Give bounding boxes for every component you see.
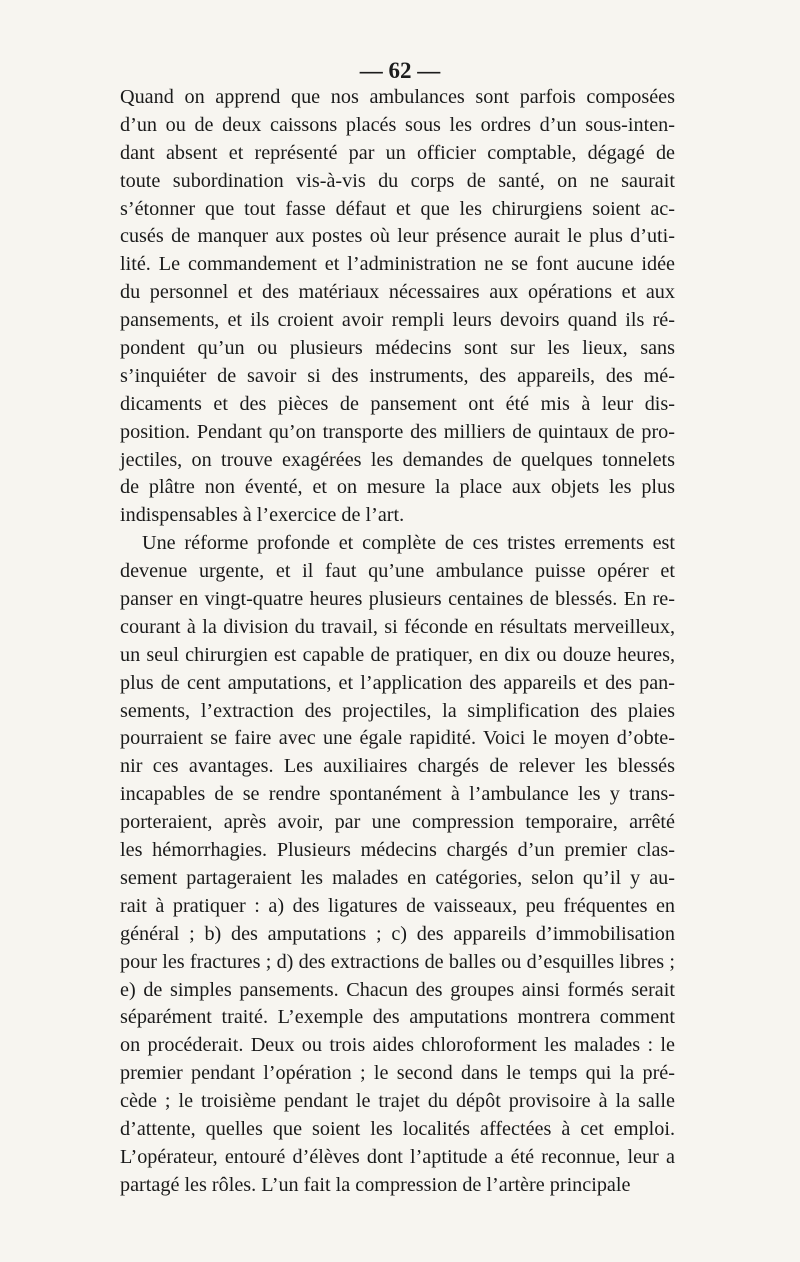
text-line: les hémorrhagies. Plusieurs médecins chargés d’un premier clas- [120,839,675,862]
text-line: sements, l’extraction des projectiles, la simplification des plaies [120,699,675,722]
text-line: cède ; le troisième pendant le trajet du dépôt provisoire à la salle [120,1090,675,1113]
text-line: séparément traité. L’exemple des amputations montrera comment [120,1006,675,1029]
text-line: général ; b) des amputations ; c) des appareils d’immobilisation [120,922,675,945]
text-line: courant à la division du travail, si féconde en résultats merveilleux, [120,615,675,638]
text-line: jectiles, on trouve exagérées les demandes de quelques tonnelets [120,448,675,471]
text-line: de plâtre non éventé, et on mesure la place aux objets les plus [120,476,675,499]
text-line: toute subordination vis-à-vis du corps de santé, on ne saurait [120,169,675,192]
text-line: pondent qu’un ou plusieurs médecins sont sur les lieux, sans [120,337,675,360]
text-line: pour les fractures ; d) des extractions de balles ou d’esquilles libres ; [120,950,675,973]
text-line: d’attente, quelles que soient les localités affectées à cet emploi. [120,1117,675,1140]
text-line: rait à pratiquer : a) des ligatures de vaisseaux, peu fréquentes en [120,894,675,917]
text-line: lité. Le commandement et l’administration ne se font aucune idée [120,253,675,276]
text-line: cusés de manquer aux postes où leur présence aurait le plus d’uti- [120,225,675,248]
text-line: partagé les rôles. L’un fait la compression de l’artère principale [120,1173,631,1196]
text-line: dicaments et des pièces de pansement ont été mis à leur dis- [120,392,675,415]
text-line: e) de simples pansements. Chacun des groupes ainsi formés serait [120,978,675,1001]
text-line: position. Pendant qu’on transporte des milliers de quintaux de pro- [120,420,675,443]
text-line: Quand on apprend que nos ambulances sont parfois composées [120,86,675,108]
text-line: s’inquiéter de savoir si des instruments, des appareils, des mé- [120,364,675,387]
text-line: un seul chirurgien est capable de pratiquer, en dix ou douze heures, [120,643,675,666]
text-line: pansements, et ils croient avoir rempli leurs devoirs quand ils ré- [120,309,675,332]
text-line: on procéderait. Deux ou trois aides chloroforment les malades : le [120,1034,675,1057]
paragraph-1 [120,84,675,530]
text-line: dant absent et représenté par un officier comptable, dégagé de [120,141,675,164]
text-line: panser en vingt-quatre heures plusieurs centaines de blessés. En re- [120,588,675,611]
text-line: s’étonner que tout fasse défaut et que les chirurgiens soient ac- [120,197,675,220]
text-line: nir ces avantages. Les auxiliaires chargés de relever les blessés [120,755,675,778]
text-line: du personnel et des matériaux nécessaires aux opérations et aux [120,281,675,304]
paragraph-2 [120,530,675,1199]
text-line: indispensables à l’exercice de l’art. [120,504,405,527]
text-line: Une réforme profonde et complète de ces tristes errements est [142,532,675,555]
body-text [120,84,675,1200]
page-number: — 62 — [359,58,441,83]
text-line: incapables de se rendre spontanément à l’ambulance les y trans- [120,783,675,806]
text-line: plus de cent amputations, et l’application des appareils et des pan- [120,671,675,694]
text-line: L’opérateur, entouré d’élèves dont l’aptitude a été reconnue, leur a [120,1145,675,1168]
text-line: sement partageraient les malades en catégories, selon qu’il y au- [120,866,675,889]
text-line: porteraient, après avoir, par une compression temporaire, arrêté [120,811,675,834]
text-line: premier pendant l’opération ; le second dans le temps qui la pré- [120,1062,675,1085]
text-line: pourraient se faire avec une égale rapidité. Voici le moyen d’obte- [120,727,675,750]
text-line: d’un ou de deux caissons placés sous les ordres d’un sous-inten- [120,113,675,136]
text-line: devenue urgente, et il faut qu’une ambulance puisse opérer et [120,560,675,583]
